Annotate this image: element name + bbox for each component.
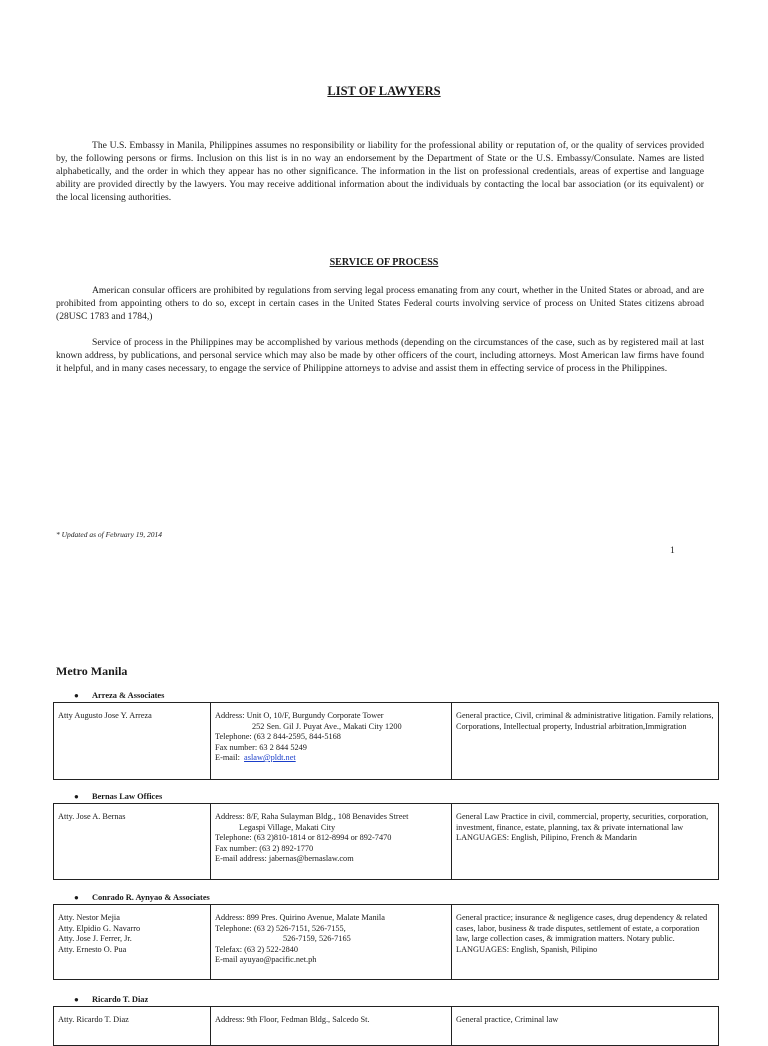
lawyer-cell <box>54 804 211 880</box>
lawyer-name: Atty. Ernesto O. Pua <box>58 944 127 954</box>
firm-table <box>53 1006 719 1046</box>
address-line: Address: 8/F, Raha Sulayman Bldg., 108 Benavides Street <box>215 812 409 821</box>
languages-text: LANGUAGES: English, Spanish, Pilipino <box>456 944 598 954</box>
practice-text: General Law Practice in civil, commercial, property, securities, corporation, investment, finance, estate, planning, tax & private international law <box>456 812 709 832</box>
fax-line: Fax number: 63 2 844 5249 <box>215 742 307 752</box>
lawyer-cell <box>54 703 211 780</box>
firm-name: Ricardo T. Diaz <box>92 995 149 1004</box>
bullet-icon: ● <box>74 995 79 1004</box>
bullet-icon: ● <box>74 792 79 801</box>
page-number: 1 <box>670 546 675 556</box>
telephone-line: 526-7159, 526-7165 <box>283 934 351 943</box>
address-cell <box>211 804 452 880</box>
address-line: 252 Sen. Gil J. Puyat Ave., Makati City 1200 <box>252 721 402 731</box>
practice-cell <box>452 804 719 880</box>
lawyer-cell <box>54 1007 211 1046</box>
lawyer-name: Atty. Elpidio G. Navarro <box>58 923 141 933</box>
practice-cell <box>452 1007 719 1046</box>
lawyer-name: Atty. Ricardo T. Diaz <box>58 1015 129 1024</box>
address-line: Address: 9th Floor, Fedman Bldg., Salcedo St. <box>215 1015 370 1024</box>
bullet-icon: ● <box>74 691 79 700</box>
address-cell <box>211 703 452 780</box>
service-text-1: American consular officers are prohibited by regulations from serving legal process emanating from any court, whether in the United States or abroad, and are prohibited from appointing others to do so, except in certain cases in the United States Federal courts involving service of process on United States citizens abroad (28USC 1783 and 1784,) <box>56 285 704 322</box>
fax-line: Fax number: (63 2) 892-1770 <box>215 843 314 853</box>
practice-cell <box>452 703 719 780</box>
service-text-2: Service of process in the Philippines may be accomplished by various methods (depending on the circumstances of the case, such as by registered mail at last known address, by publications, and personal service which may also be made by other officers of the court, including attorneys. Most American law firms have found it helpful, and in many cases necessary, to engage the service of Philippine attorneys to advise and assist them in effecting service of process in the Philippines. <box>56 337 704 374</box>
bullet-icon: ● <box>74 893 79 902</box>
address-line: Address: 899 Pres. Quirino Avenue, Malate Manila <box>215 913 385 922</box>
firm-name: Bernas Law Offices <box>92 792 163 801</box>
table-row <box>54 804 719 880</box>
email-line <box>215 753 447 764</box>
lawyer-name: Atty Augusto Jose Y. Arreza <box>58 711 152 720</box>
intro-text: The U.S. Embassy in Manila, Philippines assumes no responsibility or liability for the professional ability or reputation of, or the quality of services provided by, the following persons or firms. Inclusion on this list is in no way an endorsement by the Department of State or the U.S. Embassy/Consulate. Names are listed alphabetically, and the order in which they appear has no other significance. The information in the list on professional credentials, areas of expertise and language ability are provided directly by the lawyers. You may receive additional information about the individuals by contacting the local bar association (or its equivalent) or the local licensing authorities. <box>56 140 704 203</box>
table-row <box>54 905 719 980</box>
lawyer-name: Atty. Jose A. Bernas <box>58 812 126 821</box>
address-cell <box>211 1007 452 1046</box>
service-paragraph-1 <box>56 284 704 323</box>
table-row <box>54 1007 719 1046</box>
firm-heading <box>74 893 210 902</box>
table-row <box>54 703 719 780</box>
firm-table <box>53 904 719 980</box>
address-line: Legaspi Village, Makati City <box>239 822 336 832</box>
practice-cell <box>452 905 719 980</box>
lawyer-name: Atty. Jose J. Ferrer, Jr. <box>58 934 132 943</box>
service-of-process-heading: SERVICE OF PROCESS <box>329 257 439 268</box>
firm-heading <box>74 792 162 801</box>
page-title: LIST OF LAWYERS <box>327 84 441 98</box>
firm-table <box>53 803 719 880</box>
firm-heading <box>74 995 148 1004</box>
practice-text: General practice; insurance & negligence cases, drug dependency & related cases, labor, business & trade disputes, settlement of estate, a corporation law, large collection cases, & immigration matters. Notary public. <box>456 913 708 943</box>
address-line: Address: Unit O, 10/F, Burgundy Corporate Tower <box>215 711 384 720</box>
region-heading: Metro Manila <box>56 664 128 678</box>
practice-text: General practice, Civil, criminal & administrative litigation. Family relations, Corporations, Intellectual property, Industrial arbitration,Immigration <box>456 711 714 731</box>
email-link[interactable]: aslaw@pldt.net <box>244 753 296 762</box>
telephone-line: Telephone: (63 2 844-2595, 844-5168 <box>215 732 341 741</box>
firm-name: Arreza & Associates <box>92 691 165 700</box>
email-label: E-mail: <box>215 753 240 762</box>
firm-heading <box>74 691 164 700</box>
address-cell <box>211 905 452 980</box>
email-line: E-mail ayuyao@pacific.net.ph <box>215 955 317 964</box>
firm-name: Conrado R. Aynyao & Associates <box>92 893 210 902</box>
languages-text: LANGUAGES: English, Pilipino, French & Mandarin <box>456 833 637 842</box>
telephone-line: Telephone: (63 2)810-1814 or 812-8994 or 892-7470 <box>215 833 392 842</box>
practice-text: General practice, Criminal law <box>456 1015 559 1024</box>
intro-paragraph <box>56 139 704 204</box>
lawyer-cell <box>54 905 211 980</box>
fax-line: Telefax: (63 2) 522-2840 <box>215 944 299 954</box>
firm-table <box>53 702 719 780</box>
service-paragraph-2 <box>56 336 704 375</box>
update-footnote: * Updated as of February 19, 2014 <box>56 530 163 539</box>
email-line: E-mail address: jabernas@bernaslaw.com <box>215 854 354 863</box>
telephone-line: Telephone: (63 2) 526-7151, 526-7155, <box>215 923 346 933</box>
lawyer-name: Atty. Nestor Mejia <box>58 913 120 922</box>
